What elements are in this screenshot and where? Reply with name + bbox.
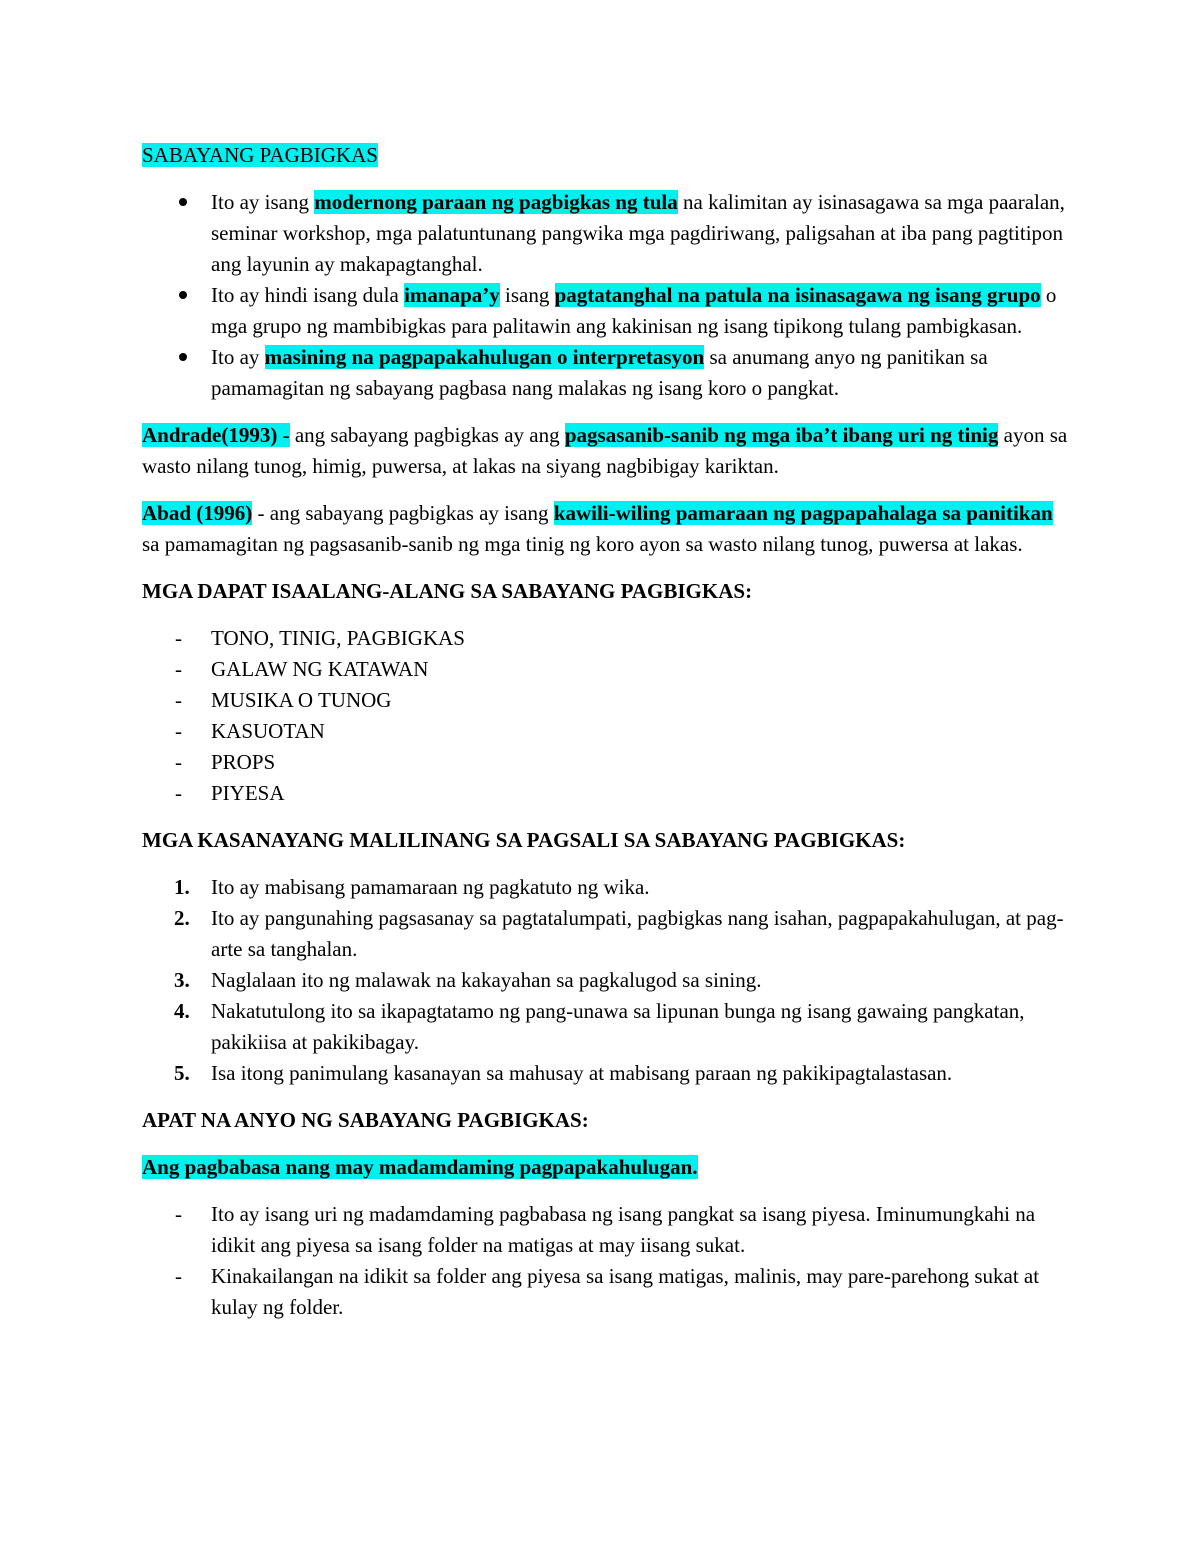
section-heading: MGA DAPAT ISAALANG-ALANG SA SABAYANG PAGBIGKAS:: [142, 579, 753, 603]
list-item: - Kinakailangan na idikit sa folder ang piyesa sa isang matigas, malinis, may pare-parehong sukat at kulay ng folder.: [142, 1261, 1072, 1323]
dash-marker: -: [175, 750, 182, 774]
considerations-list: [142, 623, 1072, 809]
list-item: - Ito ay isang uri ng madamdaming pagbabasa ng isang pangkat sa isang piyesa. Iminumungkahi na idikit ang piyesa sa isang folder na matigas at may iisang sukat.: [142, 1199, 1072, 1261]
quote-abad: Abad (1996) - ang sabayang pagbigkas ay isang kawili-wiling pamaraan ng pagpapahalaga sa panitikan sa pamamagitan ng pagsasanib-sanib ng mga tinig ng koro ayon sa wasto nilang tunog, puwersa at lakas.: [142, 501, 1053, 556]
number-marker: 2.: [174, 906, 190, 930]
dash-marker: -: [175, 688, 182, 712]
bullet-icon: [173, 187, 193, 218]
dash-marker: -: [175, 1202, 182, 1226]
list-item: - KASUOTAN: [142, 716, 1072, 747]
subsection-heading: Ang pagbabasa nang may madamdaming pagpapakahulugan.: [142, 1155, 698, 1179]
dash-marker: -: [175, 719, 182, 743]
list-item: 2. Ito ay pangunahing pagsasanay sa pagtatalumpati, pagbigkas nang isahan, pagpapakahulugan, at pag-arte sa tanghalan.: [142, 903, 1072, 965]
title-highlight: SABAYANG PAGBIGKAS: [142, 143, 378, 167]
list-item: - PIYESA: [142, 778, 1072, 809]
number-marker: 1.: [174, 875, 190, 899]
definition-item: Ito ay masining na pagpapakahulugan o interpretasyon sa anumang anyo ng panitikan sa pamamagitan ng sabayang pagbasa nang malakas ng isang koro o pangkat.: [142, 342, 1072, 404]
document-body: [142, 140, 1072, 1339]
list-item: 4. Nakatutulong ito sa ikapagtatamo ng pang-unawa sa lipunan bunga ng isang gawaing pangkatan, pakikiisa at pakikibagay.: [142, 996, 1072, 1058]
list-item: - PROPS: [142, 747, 1072, 778]
highlighted-phrase: pagsasanib-sanib ng mga iba’t ibang uri ng tinig: [564, 423, 999, 447]
definition-item: Ito ay isang modernong paraan ng pagbigkas ng tula na kalimitan ay isinasagawa sa mga paaralan, seminar workshop, mga palatuntunang pangwika mga pagdiriwang, paligsahan at iba pang pagtitipon ang layunin ay makapagtanghal.: [142, 187, 1072, 280]
highlighted-phrase: modernong paraan ng pagbigkas ng tula: [314, 190, 678, 214]
bullet-icon: [173, 280, 193, 311]
list-item: - TONO, TINIG, PAGBIGKAS: [142, 623, 1072, 654]
highlighted-phrase: pagtatanghal na patula na isinasagawa ng isang grupo: [554, 283, 1041, 307]
form-description-list: [142, 1199, 1072, 1323]
definition-list: [142, 187, 1072, 404]
list-item: 3. Naglalaan ito ng malawak na kakayahan sa pagkalugod sa sining.: [142, 965, 1072, 996]
definition-item: Ito ay hindi isang dula imanapa’y isang pagtatanghal na patula na isinasagawa ng isang grupo o mga grupo ng mambibigkas para palitawin ang kakinisan ng isang tipikong tulang pambigkasan.: [142, 280, 1072, 342]
number-marker: 4.: [174, 999, 190, 1023]
highlighted-phrase: kawili-wiling pamaraan ng pagpapahalaga sa panitikan: [553, 501, 1053, 525]
highlighted-phrase: masining na pagpapakahulugan o interpretasyon: [264, 345, 705, 369]
highlighted-phrase: imanapa’y: [404, 283, 500, 307]
quote-andrade: Andrade(1993) - ang sabayang pagbigkas ay ang pagsasanib-sanib ng mga iba’t ibang uri ng tinig ayon sa wasto nilang tunog, himig, puwersa, at lakas na siyang nagbibigay kariktan.: [142, 423, 1068, 478]
list-item: 5. Isa itong panimulang kasanayan sa mahusay at mabisang paraan ng pakikipagtalastasan.: [142, 1058, 1072, 1089]
bullet-icon: [173, 342, 193, 373]
section-heading: APAT NA ANYO NG SABAYANG PAGBIGKAS:: [142, 1108, 589, 1132]
section-heading: MGA KASANAYANG MALILINANG SA PAGSALI SA SABAYANG PAGBIGKAS:: [142, 828, 906, 852]
list-item: - GALAW NG KATAWAN: [142, 654, 1072, 685]
dash-marker: -: [175, 626, 182, 650]
number-marker: 3.: [174, 968, 190, 992]
dash-marker: -: [175, 657, 182, 681]
quote-author: Abad (1996): [142, 501, 253, 525]
document-title: [142, 140, 1072, 171]
dash-marker: -: [175, 1264, 182, 1288]
number-marker: 5.: [174, 1061, 190, 1085]
skills-list: [142, 872, 1072, 1089]
list-item: 1. Ito ay mabisang pamamaraan ng pagkatuto ng wika.: [142, 872, 1072, 903]
quote-author: Andrade(1993): [142, 423, 278, 447]
dash-marker: -: [175, 781, 182, 805]
list-item: - MUSIKA O TUNOG: [142, 685, 1072, 716]
